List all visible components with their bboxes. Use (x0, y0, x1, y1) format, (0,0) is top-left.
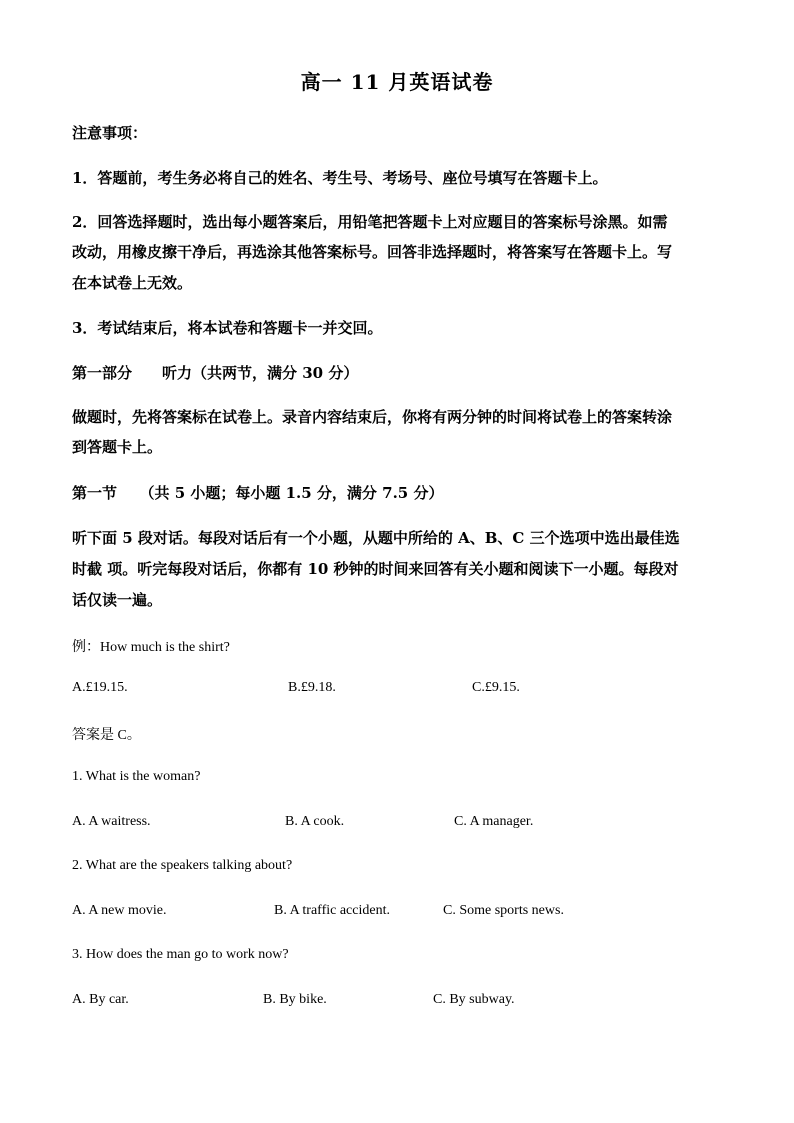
part1-instructions-line-2: 到答题卡上。 (72, 438, 163, 456)
notice-item-2-line-2: 改动，用橡皮擦干净后，再选涂其他答案标号。回答非选择题时，将答案写在答题卡上。写 (72, 243, 673, 261)
example-option-a: A.£19.15. (72, 680, 128, 695)
section1-heading: 第一节 （共 5 小题；每小题 1.5 分，满分 7.5 分） (72, 484, 444, 502)
example-option-c: C.£9.15. (472, 680, 520, 695)
question-3-option-b: B. By bike. (263, 992, 327, 1007)
question-2-option-b: B. A traffic accident. (274, 903, 390, 918)
example-option-b: B.£9.18. (288, 680, 336, 695)
question-3-text: 3. How does the man go to work now? (72, 947, 289, 962)
notice-item-3: 3．考试结束后，将本试卷和答题卡一并交回。 (72, 319, 383, 337)
question-1-option-b: B. A cook. (285, 814, 345, 829)
question-2-text: 2. What are the speakers talking about? (72, 858, 293, 873)
section1-instructions-line-2: 时截 项。听完每段对话后，你都有 10 秒钟的时间来回答有关小题和阅读下一小题。每段对 (72, 560, 679, 578)
question-3-option-a: A. By car. (72, 992, 129, 1007)
question-2-option-c: C. Some sports news. (443, 903, 564, 918)
section1-instructions-line-3: 话仅读一遍。 (72, 591, 163, 609)
page-title: 高一 11 月英语试卷 (300, 70, 494, 94)
question-1-option-a: A. A waitress. (72, 814, 151, 829)
question-2-option-a: A. A new movie. (72, 903, 167, 918)
question-3-option-c: C. By subway. (433, 992, 515, 1007)
question-1-text: 1. What is the woman? (72, 769, 201, 784)
notice-heading: 注意事项： (72, 124, 148, 142)
part1-heading: 第一部分 听力（共两节，满分 30 分） (72, 364, 359, 382)
part1-instructions-line-1: 做题时，先将答案标在试卷上。录音内容结束后，你将有两分钟的时间将试卷上的答案转涂 (72, 408, 673, 426)
question-1-option-c: C. A manager. (454, 814, 534, 829)
example-question: 例：How much is the shirt? (72, 640, 230, 655)
section1-instructions-line-1: 听下面 5 段对话。每段对话后有一个小题，从题中所给的 A、B、C 三个选项中选出最佳选 (72, 529, 680, 547)
notice-item-1: 1．答题前，考生务必将自己的姓名、考生号、考场号、座位号填写在答题卡上。 (72, 169, 608, 187)
notice-item-2-line-3: 在本试卷上无效。 (72, 274, 193, 292)
notice-item-2-line-1: 2．回答选择题时，选出每小题答案后，用铅笔把答题卡上对应题目的答案标号涂黑。如需 (72, 213, 668, 231)
example-answer: 答案是 C。 (72, 728, 141, 743)
